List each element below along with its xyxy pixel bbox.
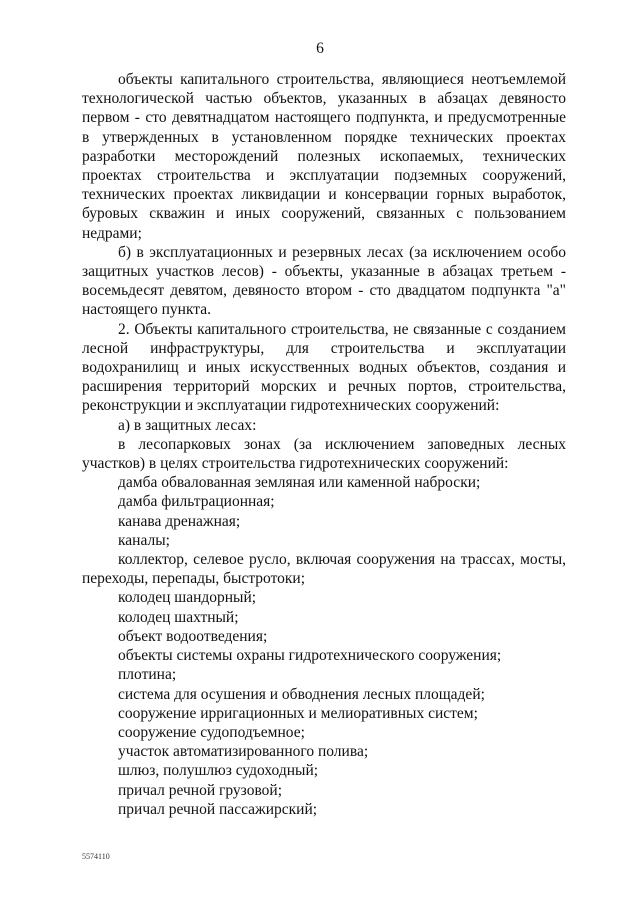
page-number: 6 <box>316 40 324 57</box>
list-item: сооружение ирригационных и мелиоративных систем; <box>118 704 478 722</box>
document-id: 5574110 <box>82 852 110 861</box>
list-item: причал речной пассажирский; <box>118 800 318 818</box>
list-item: сооружение судоподъемное; <box>118 723 305 741</box>
paragraph: объекты капитального строительства, являющиеся неотъемлемой технологической частью объектов, указанных в абзацах девяносто первом - сто девятнадцатом настоящего подпункта, и предусмотренные в утвержденных в установленном порядке технических проектах разработки месторождений полезных ископаемых, технических проектах строительства и эксплуатации подземных сооружений, технических проектах ликвидации и консервации горных выработок, буровых скважин и иных сооружений, связанных с пользованием недрами; <box>82 71 566 242</box>
list-item: участок автоматизированного полива; <box>118 743 369 761</box>
list-item: объект водоотведения; <box>118 627 268 645</box>
list-item: дамба обвалованная земляная или каменной наброски; <box>118 474 481 492</box>
paragraph: 2. Объекты капитального строительства, не связанные с созданием лесной инфраструктуры, для строительства и эксплуатации водохранилищ и иных искусственных водных объектов, создания и расширения территорий морских и речных портов, строительства, реконструкции и эксплуатации гидротехнических сооружений: <box>82 320 566 415</box>
list-item: канава дренажная; <box>118 512 241 530</box>
paragraph: а) в защитных лесах: <box>118 416 257 434</box>
paragraph: в лесопарковых зонах (за исключением заповедных лесных участков) в целях строительства гидротехнических сооружений: <box>82 435 566 473</box>
list-item: дамба фильтрационная; <box>118 493 275 511</box>
list-item: плотина; <box>118 666 177 684</box>
list-item: коллектор, селевое русло, включая сооружения на трассах, мосты, переходы, перепады, быстротоки; <box>82 551 566 588</box>
list-item: каналы; <box>118 531 170 549</box>
list-item: система для осушения и обводнения лесных площадей; <box>118 685 485 703</box>
body-text <box>82 70 566 819</box>
list-item: шлюз, полушлюз судоходный; <box>118 762 319 780</box>
paragraph: б) в эксплуатационных и резервных лесах (за исключением особо защитных участков лесов) - объекты, указанные в абзацах третьем - восемьдесят девятом, девяносто втором - сто двадцатом подпункта "а" настоящего пункта. <box>82 243 566 319</box>
list-item: колодец шахтный; <box>118 608 239 626</box>
list-item: причал речной грузовой; <box>118 781 283 799</box>
list-item: колодец шандорный; <box>118 589 257 607</box>
list-item: объекты системы охраны гидротехнического сооружения; <box>118 647 502 665</box>
